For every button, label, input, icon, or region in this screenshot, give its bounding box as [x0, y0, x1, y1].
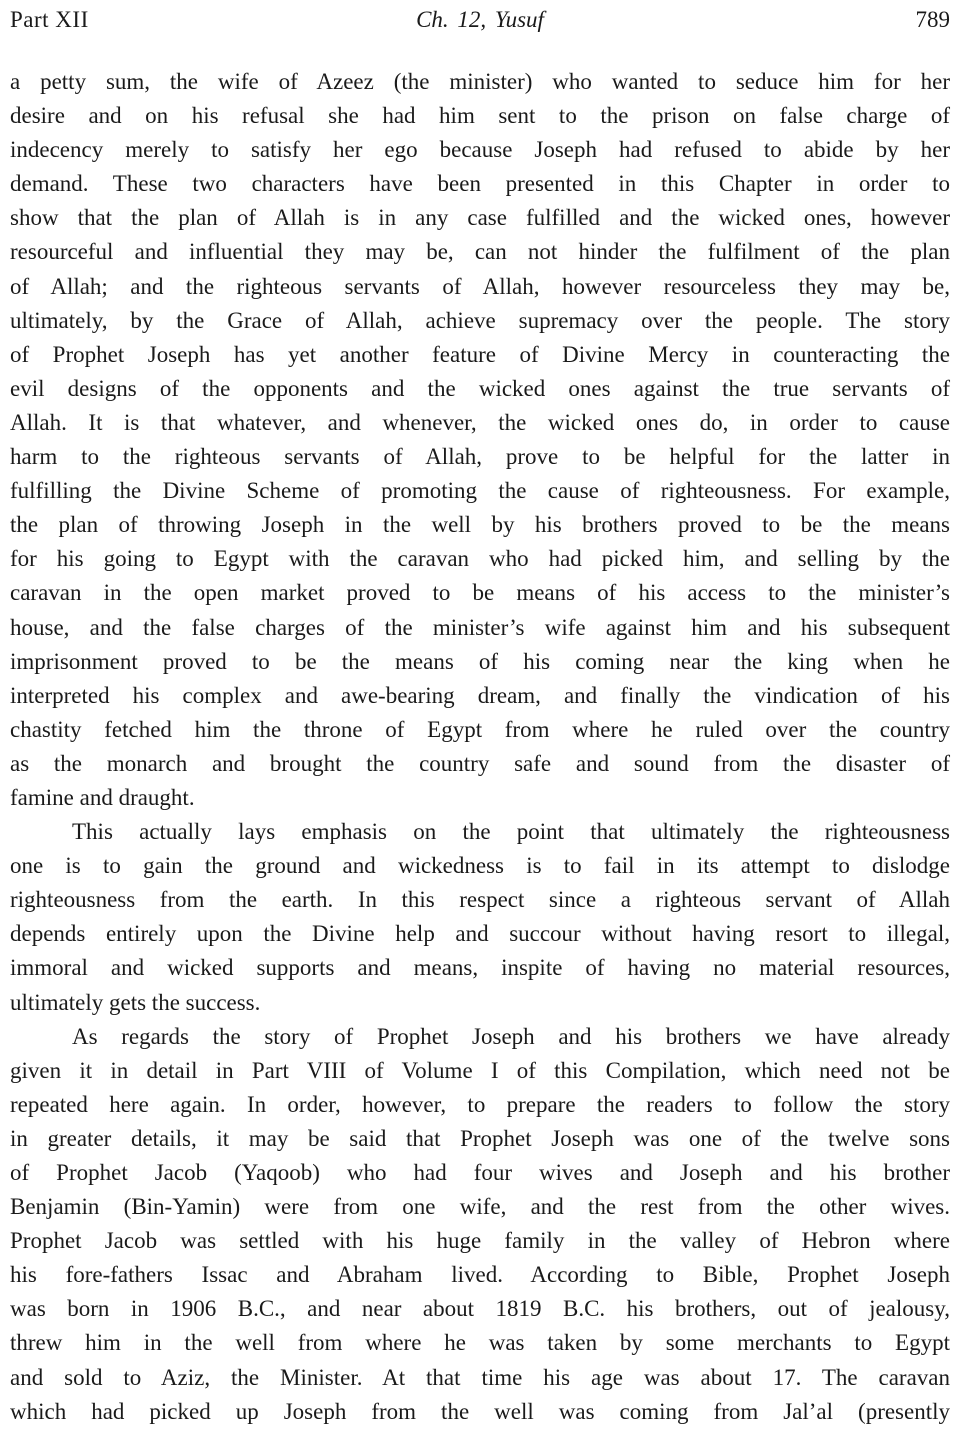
text-line: ultimately gets the success. — [10, 989, 261, 1015]
text-line: for his going to Egypt with the caravan who had picked him, and selling by the — [10, 546, 950, 572]
text-line: of Prophet Jacob (Yaqoob) who had four wives and Joseph and his brother — [10, 1160, 950, 1185]
text-line: a petty sum, the wife of Azeez (the minister) who wanted to seduce him for her — [10, 69, 950, 94]
text-line: show that the plan of Allah is in any case fulfilled and the wicked ones, however — [10, 205, 950, 231]
text-line: depends entirely upon the Divine help and succour without having resort to illegal, — [10, 921, 950, 947]
text-line: caravan in the open market proved to be means of his access to the minister’s — [10, 580, 950, 606]
text-line: imprisonment proved to be the means of his coming near the king when he — [10, 648, 950, 674]
text-line: and sold to Aziz, the Minister. At that time his age was about 17. The caravan — [10, 1364, 950, 1390]
text-line: indecency merely to satisfy her ego because Joseph had refused to abide by her — [10, 137, 950, 163]
text-line: in greater details, it may be said that Prophet Joseph was one of the twelve sons — [10, 1125, 950, 1151]
text-line: Allah. It is that whatever, and whenever, the wicked ones do, in order to cause — [10, 409, 950, 435]
page-number: 789 — [915, 7, 950, 32]
text-line: immoral and wicked supports and means, inspite of having no material resources, — [10, 955, 950, 981]
text-line: desire and on his refusal she had him sent to the prison on false charge of — [10, 103, 950, 129]
text-line: his fore-fathers Issac and Abraham lived. According to Bible, Prophet Joseph — [10, 1262, 950, 1288]
paragraph-1 — [10, 65, 950, 815]
part-label: Part XII — [10, 7, 89, 32]
text-line: righteousness from the earth. In this respect since a righteous servant of Allah — [10, 887, 950, 913]
text-line: one is to gain the ground and wickedness is to fail in its attempt to dislodge — [10, 853, 950, 879]
text-line: the plan of throwing Joseph in the well by his brothers proved to be the means — [10, 512, 950, 538]
text-line: of Allah; and the righteous servants of Allah, however resourceless they may be, — [10, 273, 950, 299]
text-line: interpreted his complex and awe-bearing dream, and finally the vindication of his — [10, 682, 950, 708]
text-line: famine and draught. — [10, 784, 195, 810]
paragraph-2 — [10, 815, 950, 1020]
text-line: repeated here again. In order, however, to prepare the readers to follow the story — [10, 1091, 950, 1117]
text-line: Prophet Jacob was settled with his huge family in the valley of Hebron where — [10, 1228, 950, 1254]
text-line: This actually lays emphasis on the point that ultimately the righteousness — [72, 819, 950, 845]
text-line: as the monarch and brought the country safe and sound from the disaster of — [10, 750, 950, 776]
text-line: was born in 1906 B.C., and near about 1819 B.C. his brothers, out of jealousy, — [10, 1296, 950, 1322]
text-line: As regards the story of Prophet Joseph and his brothers we have already — [72, 1023, 950, 1049]
text-line: evil designs of the opponents and the wicked ones against the true servants of — [10, 375, 950, 401]
text-line: given it in detail in Part VIII of Volume I of this Compilation, which need not be — [10, 1057, 950, 1083]
text-line: Benjamin (Bin-Yamin) were from one wife, and the rest from the other wives. — [10, 1194, 950, 1220]
text-line: resourceful and influential they may be, can not hinder the fulfilment of the plan — [10, 239, 950, 265]
running-head — [10, 0, 950, 40]
paragraph-3 — [10, 1020, 950, 1429]
text-line: ultimately, by the Grace of Allah, achieve supremacy over the people. The story — [10, 307, 950, 333]
text-line: threw him in the well from where he was taken by some merchants to Egypt — [10, 1330, 950, 1356]
text-line: house, and the false charges of the minister’s wife against him and his subsequent — [10, 614, 950, 640]
text-line: which had picked up Joseph from the well was coming from Jal’al (presently — [10, 1398, 950, 1424]
text-line: demand. These two characters have been presented in this Chapter in order to — [10, 171, 950, 197]
chapter-title: Ch. 12, Yusuf — [416, 7, 544, 32]
body-text — [10, 65, 950, 1429]
book-page — [10, 0, 950, 1430]
text-line: fulfilling the Divine Scheme of promoting the cause of righteousness. For example, — [10, 478, 950, 504]
text-line: harm to the righteous servants of Allah, prove to be helpful for the latter in — [10, 444, 950, 470]
text-line: chastity fetched him the throne of Egypt from where he ruled over the country — [10, 716, 950, 742]
text-line: of Prophet Joseph has yet another feature of Divine Mercy in counteracting the — [10, 341, 950, 367]
